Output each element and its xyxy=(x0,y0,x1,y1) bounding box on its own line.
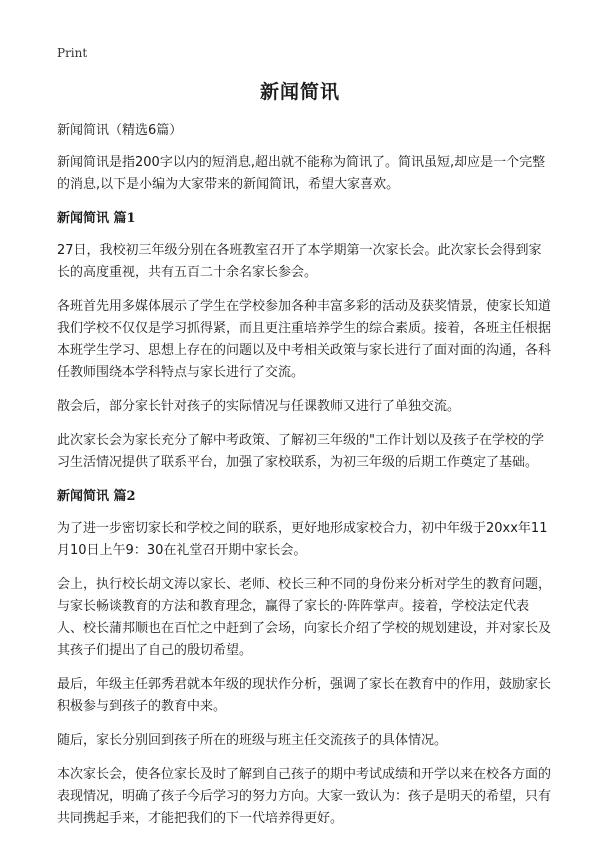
print-link[interactable]: Print xyxy=(57,46,88,60)
article-subtitle: 新闻简讯（精选6篇） xyxy=(57,123,183,138)
intro-paragraph: 新闻简讯是指200字以内的短消息,超出就不能称为简讯了。简讯虽短,却应是一个完整的消息,以下是小编为大家带来的新闻简讯，希望大家喜欢。 xyxy=(57,155,546,192)
section-heading: 新闻简讯 篇1 xyxy=(57,211,136,226)
paragraph: 会上，执行校长胡文涛以家长、老师、校长三种不同的身份来分析对学生的教育问题，与家长畅谈教育的方法和教育理念，赢得了家长的·阵阵掌声。接着，学校法定代表人、校长蒲邦顺也在百忙之中赶到了会场，向家长介绍了学校的规划建设，并对家长及其孩子们提出了自己的殷切希望。 xyxy=(57,577,552,658)
paragraph: 本次家长会，使各位家长及时了解到自己孩子的期中考试成绩和开学以来在校各方面的表现情况，明确了孩子今后学习的努力方向。大家一致认为：孩子是明天的希望，只有共同携起手来，才能把我们的下一代培养得更好。 xyxy=(57,767,552,826)
paragraph: 随后，家长分别回到孩子所在的班级与班主任交流孩子的具体情况。 xyxy=(57,733,448,748)
paragraph: 此次家长会为家长充分了解中考政策、了解初三年级的"工作计划以及孩子在学校的学习生活情况提供了联系平台，加强了家校联系，为初三年级的后期工作奠定了基础。 xyxy=(57,433,544,470)
page-title: 新闻简讯 xyxy=(259,81,340,103)
section-heading: 新闻简讯 篇2 xyxy=(57,489,136,504)
paragraph: 最后，年级主任郭秀君就本年级的现状作分析，强调了家长在教育中的作用，鼓励家长积极参与到孩子的教育中来。 xyxy=(57,677,552,714)
paragraph: 为了进一步密切家长和学校之间的联系，更好地形成家校合力，初中年级于20xx年11月10日上午9：30在礼堂召开期中家长会。 xyxy=(57,521,548,558)
paragraph: 27日，我校初三年级分别在各班教室召开了本学期第一次家长会。此次家长会得到家长的高度重视，共有五百二十余名家长参会。 xyxy=(57,243,542,280)
paragraph: 散会后，部分家长针对孩子的实际情况与任课教师又进行了单独交流。 xyxy=(57,399,461,414)
article-body xyxy=(57,120,552,842)
paragraph: 各班首先用多媒体展示了学生在学校参加各种丰富多彩的活动及获奖情景，使家长知道我们学校不仅仅是学习抓得紧，而且更注重培养学生的综合素质。接着，各班主任根据本班学生学习、思想上存在的问题以及中考相关政策与家长进行了面对面的沟通，各科任教师围绕本学科特点与家长进行了交流。 xyxy=(57,299,552,380)
